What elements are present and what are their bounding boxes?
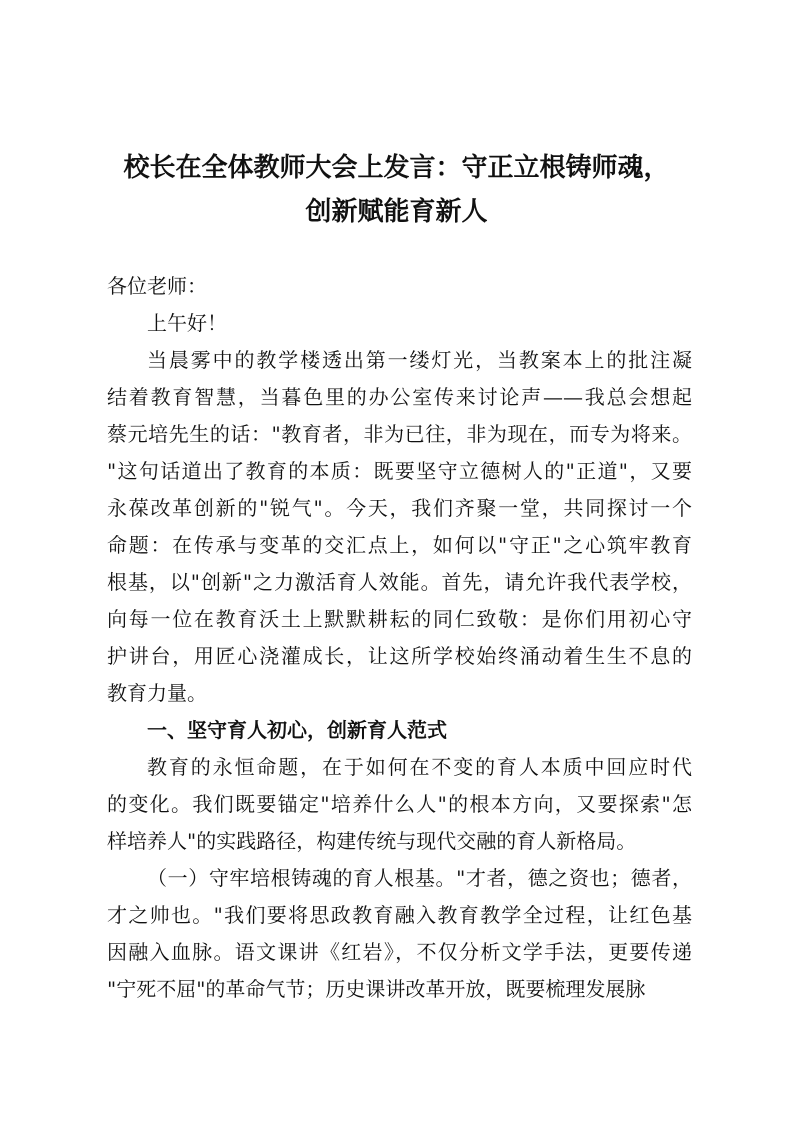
text-line: 向每一位在教育沃土上默默耕耘的同仁致敬：是你们用初心守 [107,607,692,631]
text-line: 才之帅也。"我们要将思政教育融入教育教学全过程，让红色基 [107,903,692,927]
document-title [60,146,733,234]
text-line: 永葆改革创新的"锐气"。今天，我们齐聚一堂，共同探讨一个 [107,496,692,520]
text-line: 教育的永恒命题，在于如何在不变的育人本质中回应时代 [147,755,692,779]
text-line: 的变化。我们既要锚定"培养什么人"的根本方向，又要探索"怎 [107,792,692,816]
text-line: 护讲台，用匠心浇灌成长，让这所学校始终涌动着生生不息的 [107,644,692,668]
paragraph-2 [107,749,692,860]
section-heading-1: 一、坚守育人初心，创新育人范式 [147,718,447,742]
text-line: "宁死不屈"的革命气节；历史课讲改革开放，既要梳理发展脉 [107,977,646,1001]
text-line: 样培养人"的实践路径，构建传统与现代交融的育人新格局。 [107,829,637,853]
greeting: 上午好！ [147,311,227,335]
text-line: 根基，以"创新"之力激活育人效能。首先，请允许我代表学校， [107,570,692,594]
text-line: 因融入血脉。语文课讲《红岩》，不仅分析文学手法，更要传递 [107,940,692,964]
document-body [107,268,692,1008]
text-line: 蔡元培先生的话："教育者，非为已往，非为现在，而专为将来。 [107,422,692,446]
text-line: 教育力量。 [107,681,207,705]
salutation: 各位老师： [107,274,207,298]
text-line: 结着教育智慧，当暮色里的办公室传来讨论声——我总会想起 [107,385,692,409]
text-line: 当晨雾中的教学楼透出第一缕灯光，当教案本上的批注凝 [147,348,692,372]
text-line: （一）守牢培根铸魂的育人根基。"才者，德之资也；德者， [147,866,692,890]
text-line: 命题：在传承与变革的交汇点上，如何以"守正"之心筑牢教育 [107,533,692,557]
title-line-1: 校长在全体教师大会上发言：守正立根铸师魂， [123,153,670,183]
paragraph-1 [107,342,692,712]
text-line: "这句话道出了教育的本质：既要坚守立德树人的"正道"，又要 [107,459,692,483]
title-line-2: 创新赋能育新人 [305,197,488,227]
paragraph-3 [107,860,692,1008]
